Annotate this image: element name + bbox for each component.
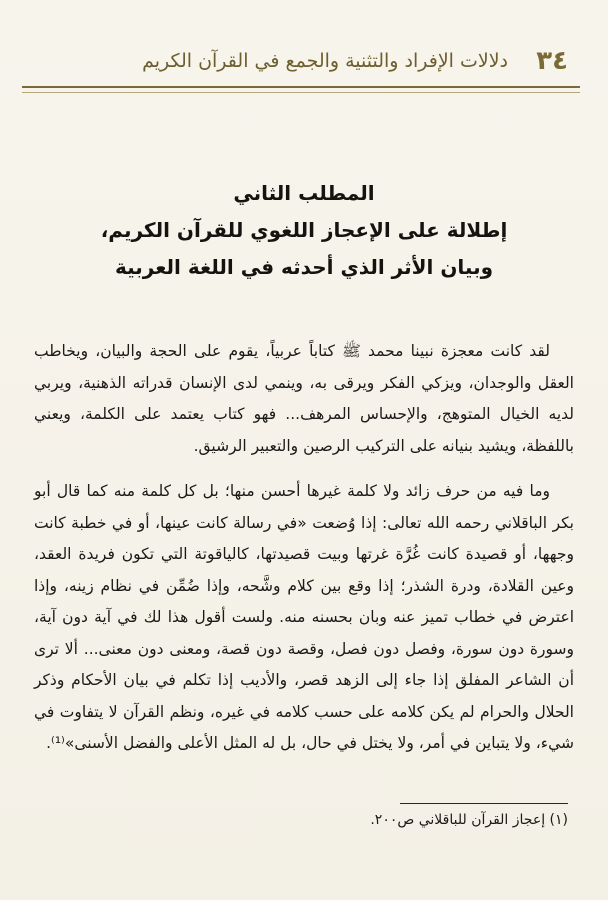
footnote: (١) إعجاز القرآن للباقلاني ص٢٠٠. [370, 812, 568, 828]
page-header [22, 42, 568, 82]
paragraph-1: لقد كانت معجزة نبينا محمد ﷺ كتاباً عربياً، يقوم على الحجة والبيان، ويخاطب العقل والوجدان، ويزكي الفكر ويرقى به، وينمي لدى الإنسان قدراته الذهنية، ويربي لديه الخيال المتوهج، والإحساس المرهف... فهو كتاب يعتمد على الكلمة، ويعني باللفظة، ويشيد بنيانه على التركيب الرصين والتعبير الرشيق. [34, 342, 574, 455]
running-title: دلالات الإفراد والتثنية والجمع في القرآن الكريم [142, 50, 508, 72]
footnote-rule [400, 803, 568, 804]
heading-line-2: إطلالة على الإعجاز اللغوي للقرآن الكريم، [100, 218, 508, 242]
header-rule-secondary [22, 92, 580, 93]
paragraph-2: وما فيه من حرف زائد ولا كلمة غيرها أحسن منها؛ بل كل كلمة منه كما قال أبو بكر الباقلاني رحمه الله تعالى: إذا وُضعت «في رسالة كانت عينها، أو في خطبة كانت وجهها، أو قصيدة كانت غُرَّة غرتها وبيت قصيدتها، كالياقوتة التي تكون فريدة العقد، وعين القلادة، ودرة الشذر؛ إذا وقع بين كلام وشَّحه، وإذا ضُمِّن في نظام زينه، وإذا اعترض في خطاب تميز عنه وبان بحسنه منه. ولست أقول هذا لك في آية دون آية، وسورة دون سورة، وفصل دون فصل، وقصة دون قصة، ومعنى دون معنى... ألا ترى أن الشاعر المفلق إذا جاء إلى الزهد قصر، والأديب إذا تكلم في بيان الأحكام وذكر الحلال والحرام لم يكن كلامه على حسب كلامه في غيره، ونظم القرآن لا يتفاوت في شيء، ولا يتباين في أمر، ولا يختل في حال، بل له المثل الأعلى والفضل الأسنى»⁽¹⁾. [34, 482, 574, 752]
heading-line-3: وبيان الأثر الذي أحدثه في اللغة العربية [114, 255, 494, 279]
body-text [34, 336, 574, 760]
section-heading [40, 175, 568, 286]
heading-line-1: المطلب الثاني [233, 181, 375, 205]
page-number: ٣٤ [536, 46, 568, 76]
header-rule [22, 86, 580, 88]
